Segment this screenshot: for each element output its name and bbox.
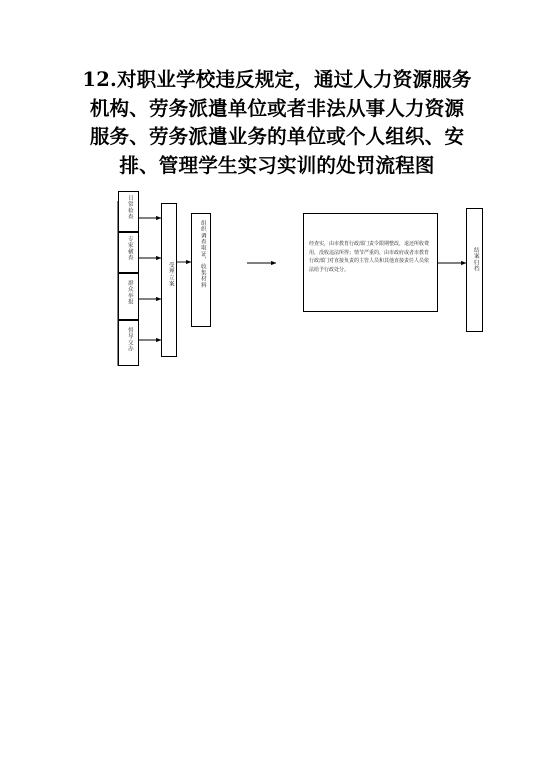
source-label-3: 群众举报 [126,280,133,305]
accept-case-label: 受理立案 [167,262,174,287]
title-line-1: 12.对职业学校违反规定，通过人力资源服务 [82,68,472,91]
title-line-4: 排、管理学生实习实训的处罚流程图 [119,153,435,177]
source-label-1: 日常检查 [126,195,133,220]
investigate-box [191,213,211,327]
source-box-public-report [118,273,139,320]
title-line-3: 服务、劳务派遣业务的单位或个人组织、安 [89,125,465,148]
close-archive-box [466,208,483,332]
source-label-2: 专家横查 [126,236,133,261]
close-archive-label: 结案归档 [472,247,479,272]
investigate-label: 组织调查取证，收集材料 [199,220,206,289]
source-box-supervision-assign [118,320,139,366]
title-line-2: 机构、劳务派遣单位或者非法从事人力资源 [89,96,465,120]
penalty-decision-text: 经查实，由市教育行政部门责令限期整改，退还所收费用，没收违法所得；情节严重的，由市政府或者市教育行政部门对直接负责的主管人员和其他直接责任人员依法给予行政处分。 [309,241,430,273]
accept-case-box [161,203,177,357]
penalty-decision-box [303,213,438,312]
source-box-daily-inspection [118,191,139,232]
source-box-expert-check [118,232,139,273]
source-label-4: 督导交办 [126,327,133,352]
